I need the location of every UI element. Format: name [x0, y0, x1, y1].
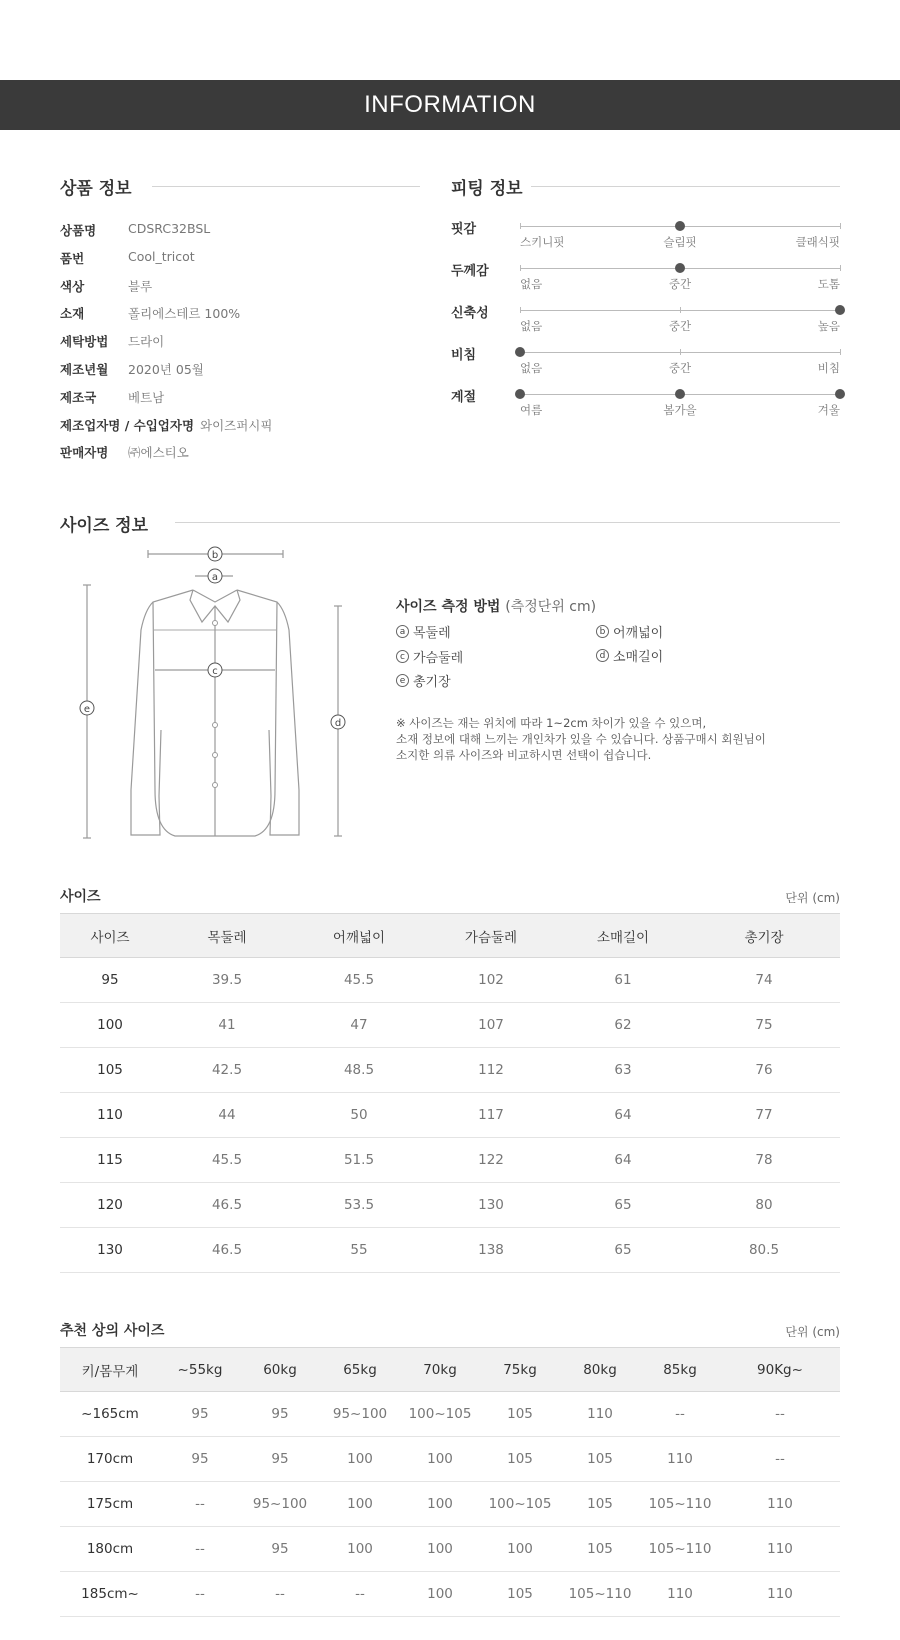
table-header-cell: 키/몸무게	[81, 1363, 139, 1380]
table-cell: 64	[614, 1107, 632, 1123]
fit-tick	[840, 349, 841, 355]
table-header-cell: 총기장	[744, 929, 784, 946]
table-cell: 95	[101, 972, 119, 988]
fit-tick	[520, 265, 521, 271]
table-cell: 112	[478, 1062, 504, 1078]
table-cell: 50	[350, 1107, 368, 1123]
table-cell: 105	[507, 1451, 533, 1467]
fit-scale	[520, 352, 840, 353]
table-cell: 130	[97, 1242, 123, 1258]
table-header-cell: 65kg	[343, 1361, 377, 1378]
fit-option: 비침	[817, 361, 840, 375]
measure-label: 총기장	[413, 675, 451, 690]
table-cell: 130	[478, 1197, 504, 1213]
fit-selected-dot	[675, 389, 685, 399]
table-cell: 105	[587, 1541, 613, 1557]
note-line: 소지한 의류 사이즈와 비교하시면 선택이 쉽습니다.	[396, 748, 652, 762]
product-info-value: 와이즈퍼시픽	[200, 417, 273, 433]
fit-tick	[680, 307, 681, 313]
marker-a: a	[211, 572, 219, 583]
table-cell: 100	[347, 1496, 373, 1512]
product-info-row	[60, 360, 204, 378]
table-header-cell: 85kg	[663, 1361, 697, 1378]
table-cell: 51.5	[343, 1152, 375, 1168]
table-cell: --	[195, 1586, 205, 1602]
table-cell: 110	[587, 1406, 613, 1422]
table-cell: 95	[271, 1541, 289, 1557]
fit-tick	[840, 223, 841, 229]
fit-scale	[520, 310, 840, 311]
measure-item	[396, 671, 451, 690]
table-row	[60, 1392, 840, 1437]
fit-option: 클래식핏	[795, 235, 840, 249]
fit-tick	[520, 223, 521, 229]
table-header-cell: 75kg	[503, 1361, 537, 1378]
table-cell: 53.5	[343, 1197, 375, 1213]
fit-option: 슬림핏	[663, 235, 697, 249]
fit-tick	[520, 307, 521, 313]
measure-method-title	[396, 596, 596, 616]
note-line: 소재 정보에 대해 느끼는 개인차가 있을 수 있습니다. 상품구매시 회원님이	[396, 732, 766, 746]
table-cell: 110	[667, 1586, 693, 1602]
product-info-row	[60, 221, 211, 239]
table-cell: 95	[271, 1451, 289, 1467]
table-cell: 115	[97, 1152, 123, 1168]
size-info-divider	[175, 522, 840, 523]
table-header-cell: 가슴둘레	[464, 929, 518, 946]
table-row	[60, 1048, 840, 1093]
fit-label: 계절	[451, 390, 477, 405]
product-info-value: 폴리에스테르 100%	[128, 306, 241, 322]
product-info-key: 소재	[60, 306, 85, 322]
measure-method-label: 사이즈 측정 방법	[396, 599, 501, 615]
table-cell: 65	[614, 1242, 632, 1258]
marker-e: e	[83, 704, 91, 715]
fit-selected-dot	[675, 263, 685, 273]
fit-option: 봄가을	[663, 403, 697, 417]
table-row	[60, 958, 840, 1003]
fit-option: 중간	[668, 277, 692, 291]
table-cell: 105	[587, 1496, 613, 1512]
product-info-row	[60, 277, 153, 295]
table-header-cell: 60kg	[263, 1361, 297, 1378]
marker-b: b	[211, 550, 219, 561]
size-info-title: 사이즈 정보	[60, 516, 149, 536]
measure-item	[596, 646, 663, 665]
table-row	[60, 1572, 840, 1617]
table-header-cell: 사이즈	[90, 929, 130, 946]
table-cell: 102	[478, 972, 504, 988]
size-table-title: 사이즈	[60, 889, 101, 905]
fit-option: 도톰	[817, 277, 840, 291]
table-cell: 110	[767, 1496, 793, 1512]
table-cell: --	[275, 1586, 285, 1602]
table-cell: --	[775, 1406, 785, 1422]
fit-scale	[520, 226, 840, 227]
fit-tick	[840, 265, 841, 271]
table-cell: --	[195, 1541, 205, 1557]
table-cell: 65	[614, 1197, 632, 1213]
measure-marker: d	[596, 649, 609, 662]
product-info-value: 드라이	[128, 334, 165, 350]
fit-scale	[520, 394, 840, 395]
table-cell: 74	[755, 972, 773, 988]
table-cell: 45.5	[343, 972, 375, 988]
product-info-value: ㈜에스티오	[128, 445, 189, 461]
fit-label: 신축성	[451, 306, 489, 321]
table-cell: 170cm	[86, 1451, 134, 1467]
table-cell: 62	[614, 1017, 632, 1033]
table-cell: 44	[218, 1107, 236, 1123]
table-cell: 110	[97, 1107, 123, 1123]
product-info-row	[60, 248, 195, 267]
table-cell: 105~110	[648, 1496, 712, 1512]
fit-option: 높음	[817, 319, 840, 333]
fit-scale	[520, 268, 840, 269]
table-cell: ~165cm	[81, 1406, 139, 1422]
fit-label: 비침	[451, 348, 477, 363]
table-cell: 41	[218, 1017, 236, 1033]
table-row	[60, 1138, 840, 1183]
table-cell: 107	[478, 1017, 504, 1033]
product-info-key: 품번	[60, 250, 85, 266]
fit-option: 겨울	[817, 403, 840, 417]
table-cell: --	[355, 1586, 365, 1602]
table-cell: 110	[767, 1586, 793, 1602]
table-cell: 100~105	[408, 1406, 472, 1422]
table-header-cell: 어깨넓이	[332, 929, 386, 946]
table-cell: 185cm~	[81, 1586, 139, 1602]
table-cell: 78	[755, 1152, 773, 1168]
product-info-value: Cool_tricot	[128, 248, 195, 264]
measure-unit: (측정단위 cm)	[505, 599, 597, 615]
size-table	[60, 913, 840, 1273]
table-cell: 61	[614, 972, 632, 988]
table-cell: 39.5	[211, 972, 243, 988]
fit-selected-dot	[675, 221, 685, 231]
product-info-value: 베트남	[128, 389, 165, 405]
table-header-cell: 목둘레	[207, 929, 247, 946]
table-cell: 105	[97, 1062, 123, 1078]
fit-selected-dot	[515, 389, 525, 399]
table-cell: 120	[97, 1197, 123, 1213]
fit-option: 여름	[520, 403, 543, 417]
product-info-value: CDSRC32BSL	[128, 221, 211, 236]
table-header-cell: 소매길이	[596, 929, 650, 946]
measure-label: 소매길이	[613, 650, 664, 665]
product-info-row	[60, 416, 273, 434]
measure-marker: a	[396, 625, 409, 638]
note-line: ※ 사이즈는 재는 위치에 따라 1~2cm 차이가 있을 수 있으며,	[396, 716, 707, 730]
table-row	[60, 1003, 840, 1048]
table-cell: 100~105	[488, 1496, 552, 1512]
fit-selected-dot	[835, 305, 845, 315]
table-cell: 100	[347, 1541, 373, 1557]
size-table-unit: 단위 (cm)	[785, 891, 840, 905]
table-cell: 76	[755, 1062, 773, 1078]
measure-label: 가슴둘레	[413, 651, 464, 666]
table-cell: 100	[97, 1017, 123, 1033]
table-header-cell: 80kg	[583, 1361, 617, 1378]
measure-marker: e	[396, 674, 409, 687]
table-cell: 95~100	[332, 1406, 388, 1422]
table-cell: 42.5	[211, 1062, 243, 1078]
table-cell: 95~100	[252, 1496, 308, 1512]
product-info-key: 색상	[60, 278, 85, 294]
table-cell: 100	[507, 1541, 533, 1557]
measure-item	[396, 622, 451, 641]
table-cell: --	[775, 1451, 785, 1467]
table-row	[60, 1437, 840, 1482]
fitting-info-divider	[531, 186, 840, 187]
product-info-key: 제조년월	[60, 362, 109, 377]
marker-d: d	[334, 718, 342, 729]
table-cell: 46.5	[211, 1242, 243, 1258]
table-row	[60, 1093, 840, 1138]
table-cell: --	[675, 1406, 685, 1422]
table-row	[60, 1228, 840, 1273]
table-header-cell: 70kg	[423, 1361, 457, 1378]
fit-tick	[680, 349, 681, 355]
table-cell: 100	[427, 1451, 453, 1467]
table-header-cell: ~55kg	[177, 1361, 223, 1378]
table-cell: --	[195, 1496, 205, 1512]
table-cell: 55	[350, 1242, 368, 1258]
table-cell: 47	[350, 1017, 368, 1033]
table-cell: 100	[427, 1541, 453, 1557]
table-cell: 48.5	[343, 1062, 375, 1078]
recommend-table-title: 추천 상의 사이즈	[60, 1323, 165, 1339]
product-info-divider	[152, 186, 420, 187]
table-cell: 138	[478, 1242, 504, 1258]
product-info-row	[60, 304, 241, 322]
fit-label: 두께감	[451, 264, 489, 279]
marker-c: c	[212, 666, 218, 677]
fit-label: 핏감	[451, 222, 477, 237]
table-cell: 105	[587, 1451, 613, 1467]
table-cell: 105~110	[648, 1541, 712, 1557]
measure-marker: b	[596, 625, 609, 638]
product-info-title: 상품 정보	[60, 179, 132, 199]
table-cell: 105	[507, 1406, 533, 1422]
fit-option: 없음	[520, 319, 543, 333]
fit-selected-dot	[835, 389, 845, 399]
banner-title: INFORMATION	[364, 91, 536, 118]
product-info-value: 블루	[128, 278, 153, 294]
table-cell: 77	[755, 1107, 773, 1123]
table-cell: 63	[614, 1062, 632, 1078]
information-banner	[0, 80, 900, 130]
table-cell: 175cm	[86, 1496, 134, 1512]
table-cell: 75	[755, 1017, 773, 1033]
fit-selected-dot	[515, 347, 525, 357]
table-cell: 45.5	[211, 1152, 243, 1168]
measure-item	[396, 647, 463, 666]
shirt-diagram	[75, 540, 355, 845]
fit-option: 없음	[520, 361, 543, 375]
product-info-key: 세탁방법	[60, 334, 109, 350]
fit-option: 중간	[668, 319, 692, 333]
table-cell: 95	[191, 1451, 209, 1467]
table-cell: 64	[614, 1152, 632, 1168]
product-info-key: 판매자명	[60, 445, 109, 461]
table-cell: 46.5	[211, 1197, 243, 1213]
table-cell: 110	[667, 1451, 693, 1467]
table-cell: 122	[478, 1152, 504, 1168]
product-info-row	[60, 443, 189, 461]
table-cell: 80	[755, 1197, 773, 1213]
table-cell: 100	[347, 1451, 373, 1467]
product-info-row	[60, 332, 165, 350]
table-cell: 105	[507, 1586, 533, 1602]
table-cell: 100	[427, 1496, 453, 1512]
product-info-value: 2020년 05월	[128, 362, 204, 377]
table-cell: 105~110	[568, 1586, 632, 1602]
table-row	[60, 1482, 840, 1527]
table-header-cell: 90Kg~	[757, 1361, 803, 1378]
fit-option: 없음	[520, 277, 543, 291]
measure-label: 목둘레	[413, 626, 451, 641]
product-info-key: 제조국	[60, 389, 97, 405]
product-info-key: 상품명	[60, 223, 97, 238]
measure-item	[596, 622, 663, 641]
product-info-key: 제조업자명 / 수입업자명	[60, 417, 195, 433]
table-cell: 100	[427, 1586, 453, 1602]
measure-label: 어깨넓이	[613, 626, 664, 641]
fitting-info-title: 피팅 정보	[451, 179, 523, 199]
table-cell: 95	[191, 1406, 209, 1422]
product-info-row	[60, 388, 165, 406]
table-cell: 80.5	[748, 1242, 780, 1258]
table-cell: 95	[271, 1406, 289, 1422]
size-note	[396, 715, 796, 763]
recommend-table	[60, 1347, 840, 1617]
table-cell: 110	[767, 1541, 793, 1557]
fit-option: 중간	[668, 361, 692, 375]
recommend-table-unit: 단위 (cm)	[785, 1325, 840, 1339]
table-cell: 180cm	[86, 1541, 134, 1557]
table-row	[60, 1527, 840, 1572]
table-row	[60, 1183, 840, 1228]
fit-option: 스키니핏	[520, 235, 565, 249]
table-cell: 117	[478, 1107, 504, 1123]
measure-marker: c	[396, 650, 409, 663]
